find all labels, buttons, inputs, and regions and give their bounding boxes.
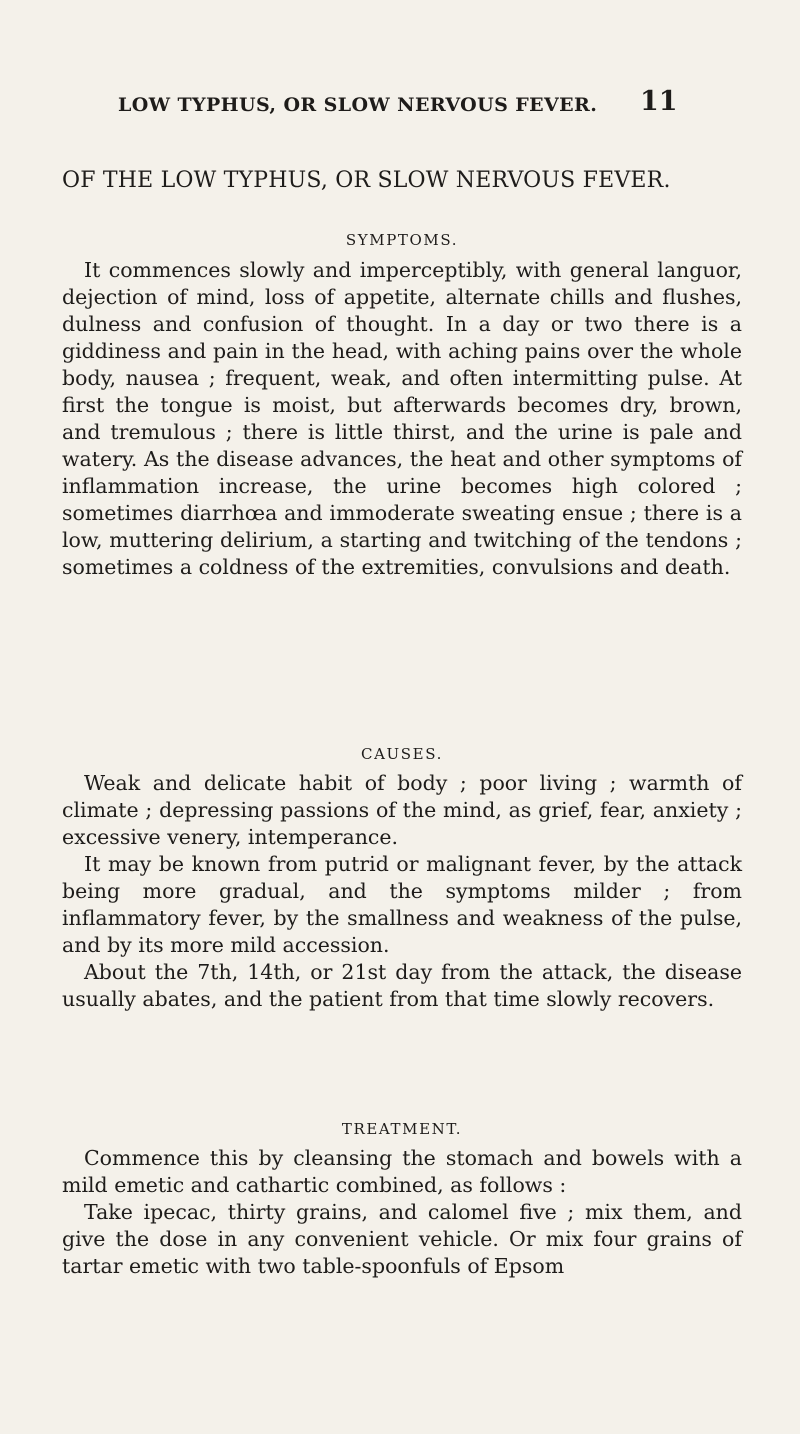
paragraph: Commence this by cleansing the stomach and bowels with a mild emetic and cathartic combined, as follows : [62,1146,742,1197]
paragraph: It may be known from putrid or malignant fever, by the attack being more gradual, and the symptoms milder ; from inflammatory fever, by the smallness and weakness of the pulse, and by its more mild accession. [62,852,742,957]
running-head-title: LOW TYPHUS, OR SLOW NERVOUS FEVER. [118,94,598,116]
symptoms-body [62,257,742,581]
causes-heading: CAUSES. [361,745,443,763]
treatment-heading: TREATMENT. [341,1120,463,1138]
causes-body [62,770,742,1013]
paragraph: Take ipecac, thirty grains, and calomel five ; mix them, and give the dose in any convenient vehicle. Or mix four grains of tartar emetic with two table-spoonfuls of Epsom [62,1200,742,1278]
chapter-title: OF THE LOW TYPHUS, OR SLOW NERVOUS FEVER. [62,168,671,193]
paragraph: Weak and delicate habit of body ; poor living ; warmth of climate ; depressing passions of the mind, as grief, fear, anxiety ; excessive venery, intemperance. [62,771,742,849]
paragraph: It commences slowly and imperceptibly, with general languor, dejection of mind, loss of appetite, alternate chills and flushes, dulness and confusion of thought. In a day or two there is a giddiness and pain in the head, with aching pains over the whole body, nausea ; frequent, weak, and often intermitting pulse. At first the tongue is moist, but afterwards becomes dry, brown, and tremulous ; there is little thirst, and the urine is pale and watery. As the disease advances, the heat and other symptoms of inflammation increase, the urine becomes high colored ; sometimes diarrhœa and immoderate sweating ensue ; there is a low, muttering delirium, a starting and twitching of the tendons ; sometimes a coldness of the extremities, convulsions and death. [62,258,742,579]
page-number: 11 [640,86,678,117]
paragraph: About the 7th, 14th, or 21st day from the attack, the disease usually abates, and the patient from that time slowly recovers. [62,960,742,1011]
treatment-body [62,1145,742,1280]
symptoms-heading: SYMPTOMS. [345,231,459,249]
